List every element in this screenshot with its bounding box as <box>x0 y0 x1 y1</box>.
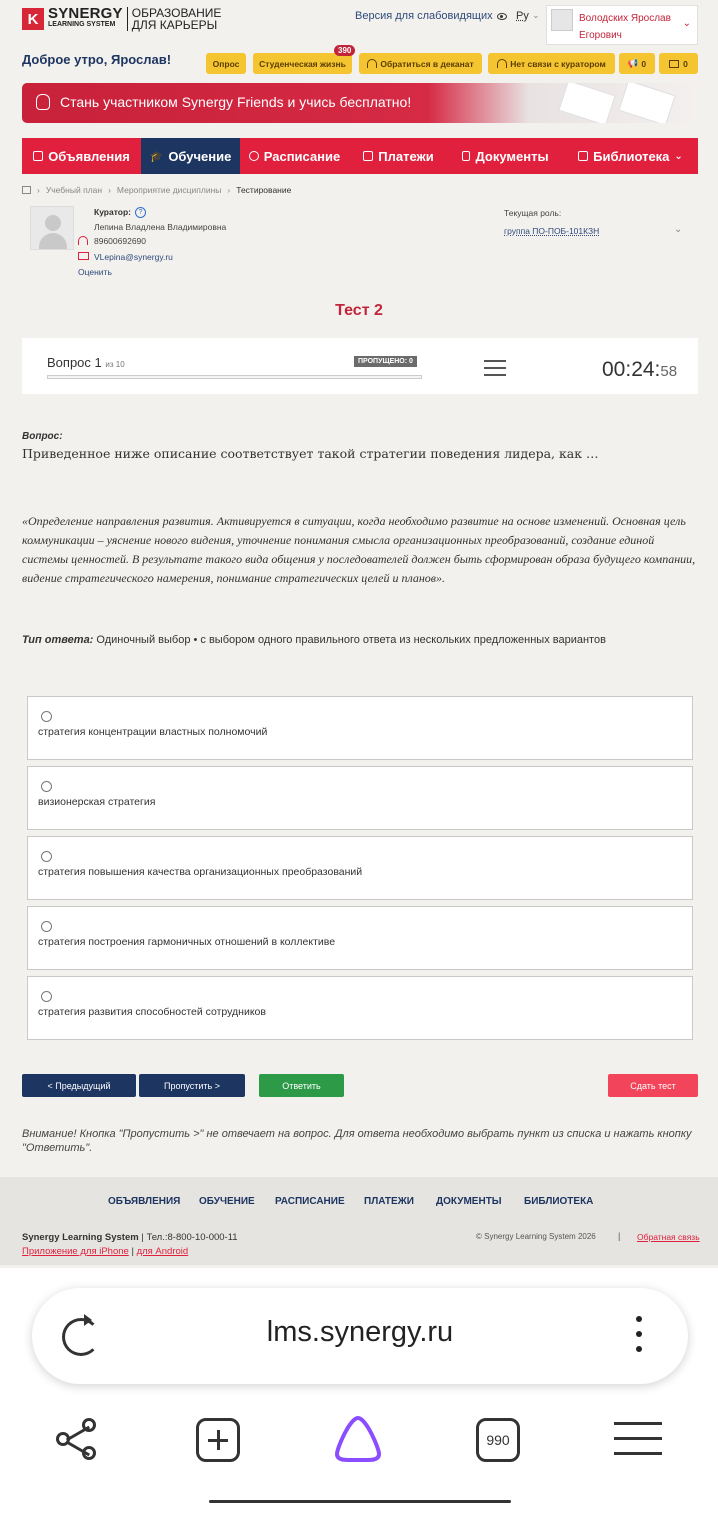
chevron-down-icon[interactable]: ⌄ <box>674 224 683 235</box>
breadcrumb-item[interactable]: Учебный план <box>45 185 103 195</box>
announcements-button[interactable] <box>619 53 655 74</box>
option-text: стратегия повышения качества организационных преобразований <box>38 866 363 878</box>
clock-icon <box>249 151 259 161</box>
option-text: визионерская стратегия <box>38 796 156 808</box>
nav-item-announcements[interactable]: Объявления <box>22 138 141 174</box>
footer-nav-schedule[interactable]: РАСПИСАНИЕ <box>275 1196 345 1207</box>
footer-nav-announcements[interactable]: ОБЪЯВЛЕНИЯ <box>108 1196 181 1207</box>
question-text: Приведенное ниже описание соответствует такой стратегии поведения лидера, как … <box>22 446 599 461</box>
option-text: стратегия концентрации властных полномочий <box>38 726 268 738</box>
headset-icon <box>497 59 507 68</box>
eye-icon <box>497 13 507 20</box>
logo-mark: K <box>22 8 44 30</box>
nav-item-schedule[interactable]: Расписание <box>240 138 349 174</box>
hand-pointer-icon <box>36 94 50 110</box>
radio-button[interactable] <box>41 991 52 1002</box>
android-app-link[interactable]: для Android <box>136 1246 189 1257</box>
menu-icon[interactable] <box>614 1422 662 1456</box>
browser-toolbar <box>0 1268 718 1518</box>
question-counter: Вопрос 1 из 10 <box>47 355 125 370</box>
answer-option[interactable] <box>27 906 693 970</box>
option-text: стратегия построения гармоничных отношений в коллективе <box>38 936 336 948</box>
deanery-label: Обратиться в деканат <box>380 58 474 69</box>
nav-item-education[interactable]: 🎓 Обучение <box>141 138 240 174</box>
skipped-badge: ПРОПУЩЕНО: 0 <box>354 356 417 367</box>
accessibility-link[interactable] <box>355 10 507 22</box>
question-quote: «Определение направления развития. Активируется в ситуации, когда необходимо развитие на основе изменений. Основная цель коммуникации – уяснение нового видения, уточнение понимания смысла организационных преобразований, создание единой системы ценностей. В результате такого вида общения у последователей должен быть сформирован образа будущего компании, видение стратегического намерения, понимание стратегических целей и планов». <box>22 514 696 585</box>
breadcrumb-item[interactable]: Мероприятие дисциплины <box>116 185 222 195</box>
banner-decoration <box>618 83 675 123</box>
rate-curator-link[interactable]: Оценить <box>78 267 112 277</box>
option-text: стратегия развития способностей сотрудников <box>38 1006 266 1018</box>
headset-icon <box>367 59 377 68</box>
answer-type: Тип ответа: Одиночный выбор • с выбором одного правильного ответа из нескольких предложенных вариантов <box>22 634 606 646</box>
footer-nav-payments[interactable]: ПЛАТЕЖИ <box>364 1196 414 1207</box>
footer-nav-library[interactable]: БИБЛИОТЕКА <box>524 1196 594 1207</box>
curator-label: Куратор: <box>94 207 131 217</box>
wallet-icon <box>363 151 373 161</box>
logo-brand-2: LEARNING SYSTEM <box>48 21 116 28</box>
iphone-app-link[interactable]: Приложение для iPhone <box>22 1246 129 1257</box>
curator-phone: 89600692690 <box>94 236 147 246</box>
home-indicator <box>209 1500 511 1503</box>
footer: ОБЪЯВЛЕНИЯ ОБУЧЕНИЕ РАСПИСАНИЕ ПЛАТЕЖИ ДОКУМЕНТЫ БИБЛИОТЕКА Synergy Learning System | Тел.:8-800-10-000-11 Приложение для iPhone | для Android © Synergy Learning System 2026 | Обратная связь <box>0 1177 718 1265</box>
logo-brand-1: SYNERGY <box>48 5 123 22</box>
accessibility-label: Версия для слабовидящих <box>355 10 493 22</box>
messages-count: 0 <box>683 58 688 69</box>
footer-brand: Synergy Learning System | Тел.:8-800-10-000-11 <box>22 1232 238 1243</box>
greeting: Доброе утро, Ярослав! <box>22 52 172 67</box>
curator-avatar <box>30 206 74 250</box>
curator-email[interactable]: VLepina@synergy.ru <box>94 252 173 262</box>
question-list-icon[interactable] <box>484 358 506 378</box>
student-life-button[interactable] <box>253 53 352 74</box>
chevron-down-icon: ⌄ <box>682 18 691 29</box>
tabs-icon[interactable]: 990 <box>476 1418 520 1462</box>
nav-item-documents[interactable]: Документы <box>448 138 563 174</box>
radio-button[interactable] <box>41 851 52 862</box>
question-label: Вопрос: <box>22 431 63 442</box>
document-icon <box>462 151 470 161</box>
radio-button[interactable] <box>41 921 52 932</box>
notification-badge: 390 <box>334 45 355 56</box>
question-progress-bar <box>22 338 698 394</box>
messages-button[interactable] <box>659 53 698 74</box>
role-label: Текущая роль: <box>504 208 562 218</box>
nav-item-payments[interactable]: Платежи <box>349 138 448 174</box>
footer-nav-education[interactable]: ОБУЧЕНИЕ <box>199 1196 255 1207</box>
skip-button[interactable]: Пропустить > <box>139 1074 245 1097</box>
headset-icon <box>78 236 88 245</box>
breadcrumb: › Учебный план › Мероприятие дисциплины › Тестирование <box>22 185 297 195</box>
breadcrumb-current: Тестирование <box>236 185 292 195</box>
curator-name: Лепина Владлена Владимировна <box>94 222 227 232</box>
graduation-cap-icon: 🎓 <box>149 150 164 163</box>
logo[interactable] <box>22 6 244 32</box>
answer-button[interactable]: Ответить <box>259 1074 344 1097</box>
test-title: Тест 2 <box>335 302 383 319</box>
promo-banner[interactable] <box>22 83 698 123</box>
student-life-label: Студенческая жизнь <box>259 58 346 69</box>
avatar <box>551 9 573 31</box>
banner-decoration <box>558 83 615 123</box>
chevron-down-icon: ⌄ <box>532 10 540 20</box>
nav-item-library[interactable]: Библиотека ⌄ <box>563 138 698 174</box>
new-tab-icon[interactable] <box>196 1418 240 1462</box>
prev-button[interactable]: < Предыдущий <box>22 1074 136 1097</box>
radio-button[interactable] <box>41 711 52 722</box>
logo-slogan-2: ДЛЯ КАРЬЕРЫ <box>131 18 218 32</box>
app-links: Приложение для iPhone | для Android <box>22 1246 189 1257</box>
answer-option[interactable] <box>27 766 693 830</box>
address-bar[interactable] <box>32 1288 688 1384</box>
submit-test-button[interactable]: Сдать тест <box>608 1074 698 1097</box>
url-text[interactable]: lms.synergy.ru <box>266 1316 454 1348</box>
chevron-down-icon: ⌄ <box>674 150 683 162</box>
banner-text: Стань участником Synergy Friends и учись бесплатно! <box>60 94 412 110</box>
main-nav <box>22 138 698 174</box>
answer-option[interactable] <box>27 836 693 900</box>
user-name: Володских Ярослав Егорович <box>579 13 671 41</box>
help-icon[interactable]: ? <box>135 207 146 218</box>
role-select[interactable]: группа ПО-ПОБ-101КЗН <box>504 226 600 236</box>
more-icon[interactable] <box>636 1316 642 1361</box>
user-menu[interactable] <box>546 5 698 45</box>
footer-nav-documents[interactable]: ДОКУМЕНТЫ <box>436 1196 502 1207</box>
logo-slogan-1: ОБРАЗОВАНИЕ <box>131 6 222 20</box>
skip-warning: Внимание! Кнопка "Пропустить >" не отвечает на вопрос. Для ответа необходимо выбрать пункт из списка и нажать кнопку "Ответить". <box>22 1128 692 1154</box>
survey-button[interactable] <box>206 53 246 74</box>
mail-icon <box>78 252 89 260</box>
progress-track <box>47 375 422 379</box>
mail-icon <box>669 60 679 68</box>
answer-option[interactable] <box>27 976 693 1040</box>
curator-label: Нет связи с куратором <box>510 58 606 69</box>
copyright: © Synergy Learning System 2026 <box>476 1232 596 1241</box>
megaphone-icon: 📢 <box>627 58 639 68</box>
logo-separator <box>127 7 128 31</box>
answer-option[interactable] <box>27 696 693 760</box>
home-icon[interactable] <box>22 186 31 194</box>
language-select[interactable]: Ру <box>516 10 529 22</box>
footer-phone: Тел.:8-800-10-000-11 <box>146 1232 238 1243</box>
timer: 00:24:58 <box>602 358 678 381</box>
feedback-link[interactable]: Обратная связь <box>637 1232 700 1242</box>
list-icon <box>33 151 43 161</box>
alice-assistant-icon[interactable] <box>332 1414 384 1464</box>
deanery-button[interactable] <box>359 53 482 74</box>
no-curator-button[interactable] <box>488 53 615 74</box>
share-icon[interactable] <box>56 1418 100 1462</box>
survey-label: Опрос <box>212 58 240 69</box>
announcements-count: 0 <box>641 58 647 69</box>
radio-button[interactable] <box>41 781 52 792</box>
book-icon <box>578 151 588 161</box>
